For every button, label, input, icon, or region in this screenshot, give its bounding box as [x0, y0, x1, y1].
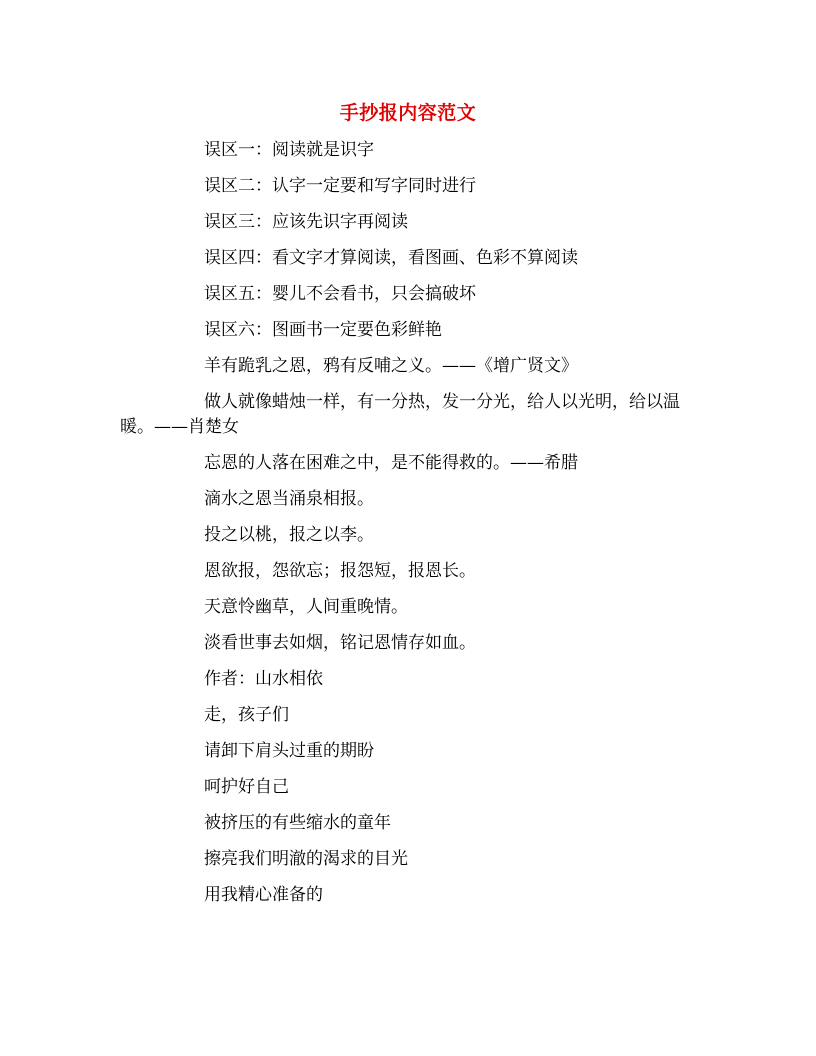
paragraph: 误区六：图画书一定要色彩鲜艳	[204, 320, 442, 340]
paragraph: 误区三：应该先识字再阅读	[204, 212, 408, 232]
document-title: 手抄报内容范文	[339, 102, 477, 124]
paragraph: 做人就像蜡烛一样，有一分热，发一分光，给人以光明，给以温暖。——肖楚女	[120, 392, 680, 437]
paragraph: 淡看世事去如烟，铭记恩情存如血。	[204, 633, 476, 653]
paragraph: 误区二：认字一定要和写字同时进行	[204, 176, 476, 196]
document-body	[120, 138, 700, 919]
paragraph: 擦亮我们明澈的渴求的目光	[204, 849, 408, 869]
paragraph: 投之以桃，报之以李。	[204, 525, 374, 545]
paragraph: 误区五：婴儿不会看书，只会搞破坏	[204, 284, 476, 304]
paragraph: 呵护好自己	[204, 777, 289, 797]
paragraph: 天意怜幽草，人间重晚情。	[204, 597, 408, 617]
paragraph: 用我精心准备的	[204, 885, 323, 905]
paragraph: 滴水之恩当涌泉相报。	[204, 489, 374, 509]
paragraph: 作者：山水相依	[204, 669, 323, 689]
paragraph: 请卸下肩头过重的期盼	[204, 741, 374, 761]
paragraph: 羊有跪乳之恩，鸦有反哺之义。——《增广贤文》	[204, 356, 578, 376]
paragraph: 走，孩子们	[204, 705, 289, 725]
paragraph: 忘恩的人落在困难之中，是不能得救的。——希腊	[204, 453, 578, 473]
paragraph: 误区一：阅读就是识字	[204, 140, 374, 160]
paragraph: 被挤压的有些缩水的童年	[204, 813, 391, 833]
paragraph: 恩欲报，怨欲忘；报怨短，报恩长。	[204, 561, 476, 581]
paragraph: 误区四：看文字才算阅读，看图画、色彩不算阅读	[204, 248, 578, 268]
